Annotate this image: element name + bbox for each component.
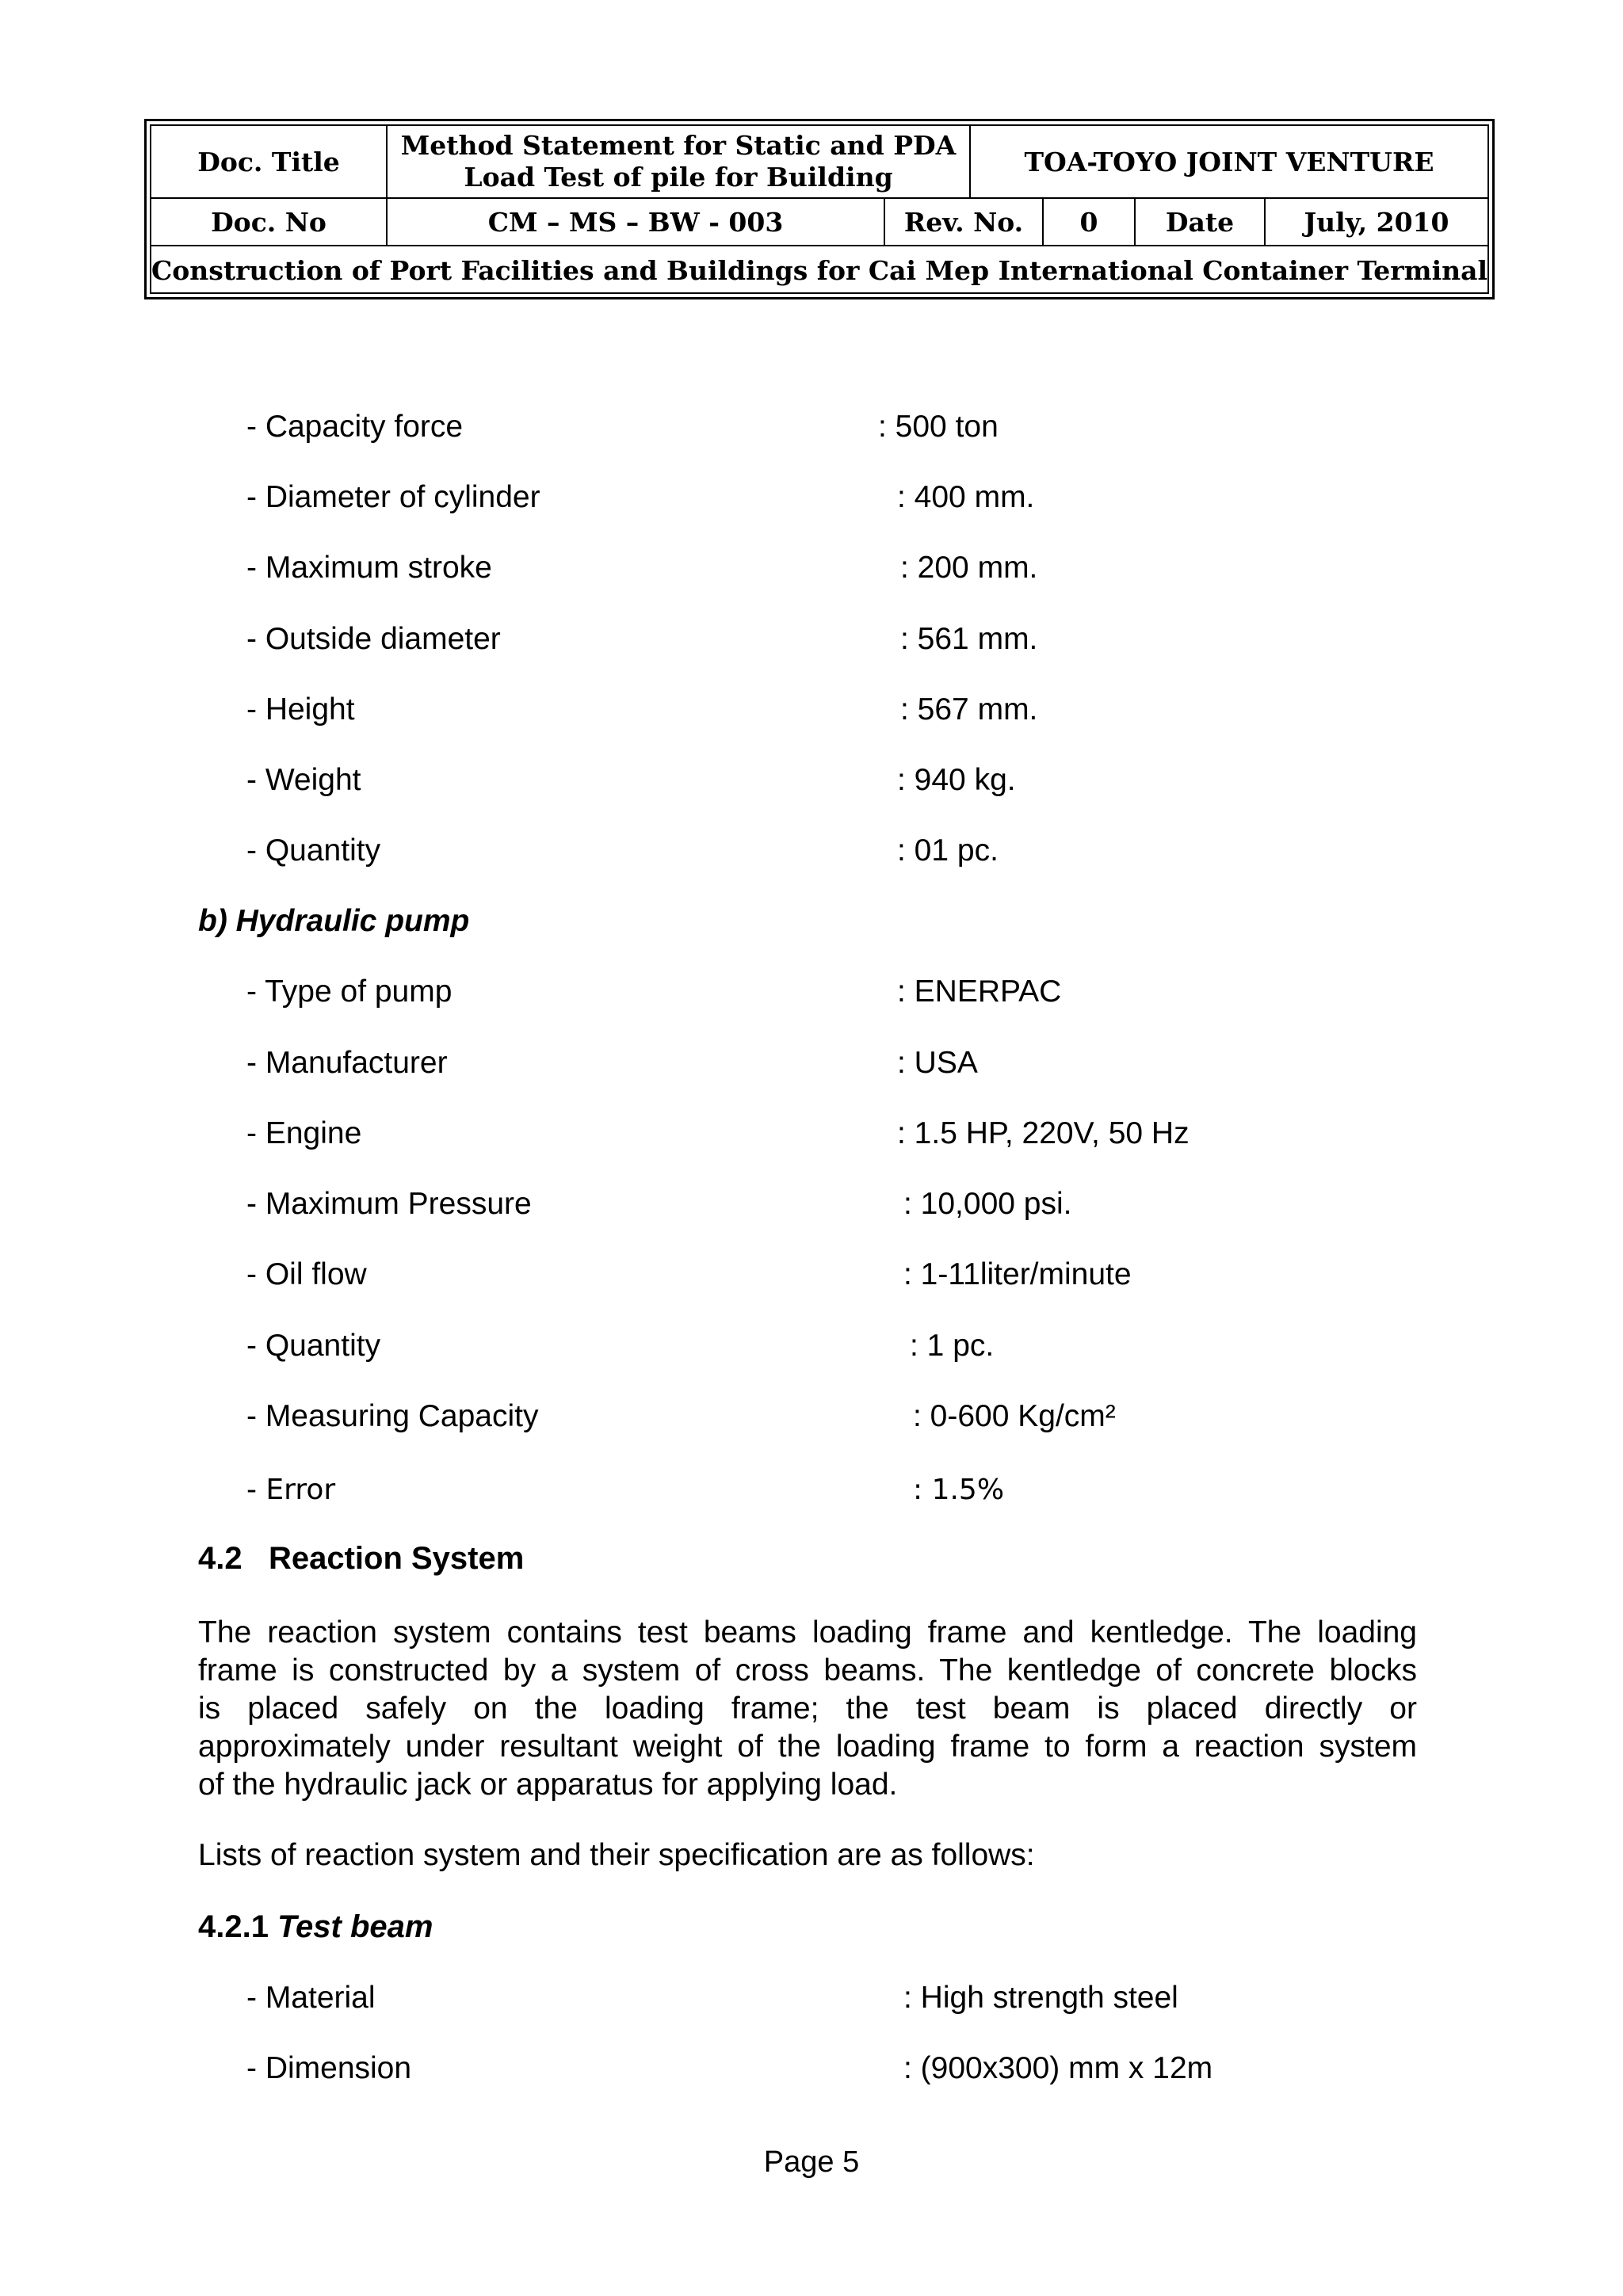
spec-label: - Material [246,1981,376,2015]
paragraph-line: The reaction system contains test beams loading frame and kentledge. The loading [198,1615,1417,1650]
rev-label: Rev. No. [903,206,1024,238]
subsection-number: 4.2.1 [198,1909,269,1944]
spec-label: - Error [246,1474,336,1506]
paragraph-line: is placed safely on the loading frame; the test beam is placed directly or [198,1691,1417,1726]
spec-label: - Maximum Pressure [246,1187,532,1221]
doc-title-line-2: Load Test of pile for Building [464,162,893,193]
section-4-2-1-heading [198,1909,433,1945]
paragraph-line: frame is constructed by a system of cross beams. The kentledge of concrete blocks [198,1653,1417,1688]
spec-label: - Capacity force [246,410,464,444]
spec-value: : 01 pc. [897,833,999,868]
spec-label: - Quantity [246,833,381,868]
spec-value: : 500 ton [878,410,999,444]
doc-title [388,126,969,197]
spec-label: - Diameter of cylinder [246,480,540,514]
spec-value: : 1.5% [913,1474,1005,1506]
doc-no-label: Doc. No [211,206,327,238]
document-header [144,119,1495,299]
list-intro: Lists of reaction system and their specification are as follows: [198,1838,1035,1872]
spec-label: - Maximum stroke [246,551,492,585]
spec-value: : USA [897,1046,978,1080]
paragraph-line: of the hydraulic jack or apparatus for applying load. [198,1768,898,1802]
spec-value: : 10,000 psi. [903,1187,1072,1221]
spec-value: : 567 mm. [900,692,1038,727]
spec-value: : 1-11liter/minute [903,1257,1132,1291]
paragraph-line: approximately under resultant weight of the loading frame to form a reaction system [198,1730,1417,1764]
section-number: 4.2 [198,1541,242,1576]
date-label: Date [1165,206,1235,238]
spec-label: - Dimension [246,2051,412,2085]
doc-title-line-1: Method Statement for Static and PDA [400,130,957,161]
spec-value: : 940 kg. [897,763,1016,797]
spec-label: - Oil flow [246,1257,367,1291]
spec-value: : 561 mm. [900,622,1038,656]
spec-value: : 1 pc. [910,1329,995,1363]
spec-value: : (900x300) mm x 12m [903,2051,1213,2085]
spec-value: : 0-600 Kg/cm² [913,1399,1116,1433]
spec-label: - Type of pump [246,974,453,1009]
spec-label: - Measuring Capacity [246,1399,539,1433]
spec-value: : High strength steel [903,1981,1178,2015]
company-name: TOA-TOYO JOINT VENTURE [1024,146,1434,177]
section-4-2-heading [198,1541,524,1577]
pump-heading: b) Hydraulic pump [198,904,470,938]
spec-value: : 200 mm. [900,551,1038,585]
spec-label: - Engine [246,1116,362,1150]
project-name: Construction of Port Facilities and Buildings for Cai Mep International Container Terminal [151,254,1488,286]
spec-value: : 1.5 HP, 220V, 50 Hz [897,1116,1190,1150]
doc-title-label: Doc. Title [197,146,340,177]
header-table [150,124,1489,294]
doc-no: CM – MS – BW - 003 [487,206,784,238]
spec-label: - Weight [246,763,361,797]
section-4-2-paragraph [198,1614,1417,1804]
subsection-title: Test beam [277,1909,433,1944]
spec-label: - Outside diameter [246,622,501,656]
spec-label: - Quantity [246,1329,381,1363]
spec-label: - Manufacturer [246,1046,448,1080]
page-number: Page 5 [763,2145,860,2179]
rev-number: 0 [1079,206,1098,238]
spec-value: : 400 mm. [897,480,1035,514]
date-value: July, 2010 [1304,206,1449,238]
spec-value: : ENERPAC [897,974,1062,1009]
section-title: Reaction System [268,1541,525,1576]
spec-label: - Height [246,692,355,727]
